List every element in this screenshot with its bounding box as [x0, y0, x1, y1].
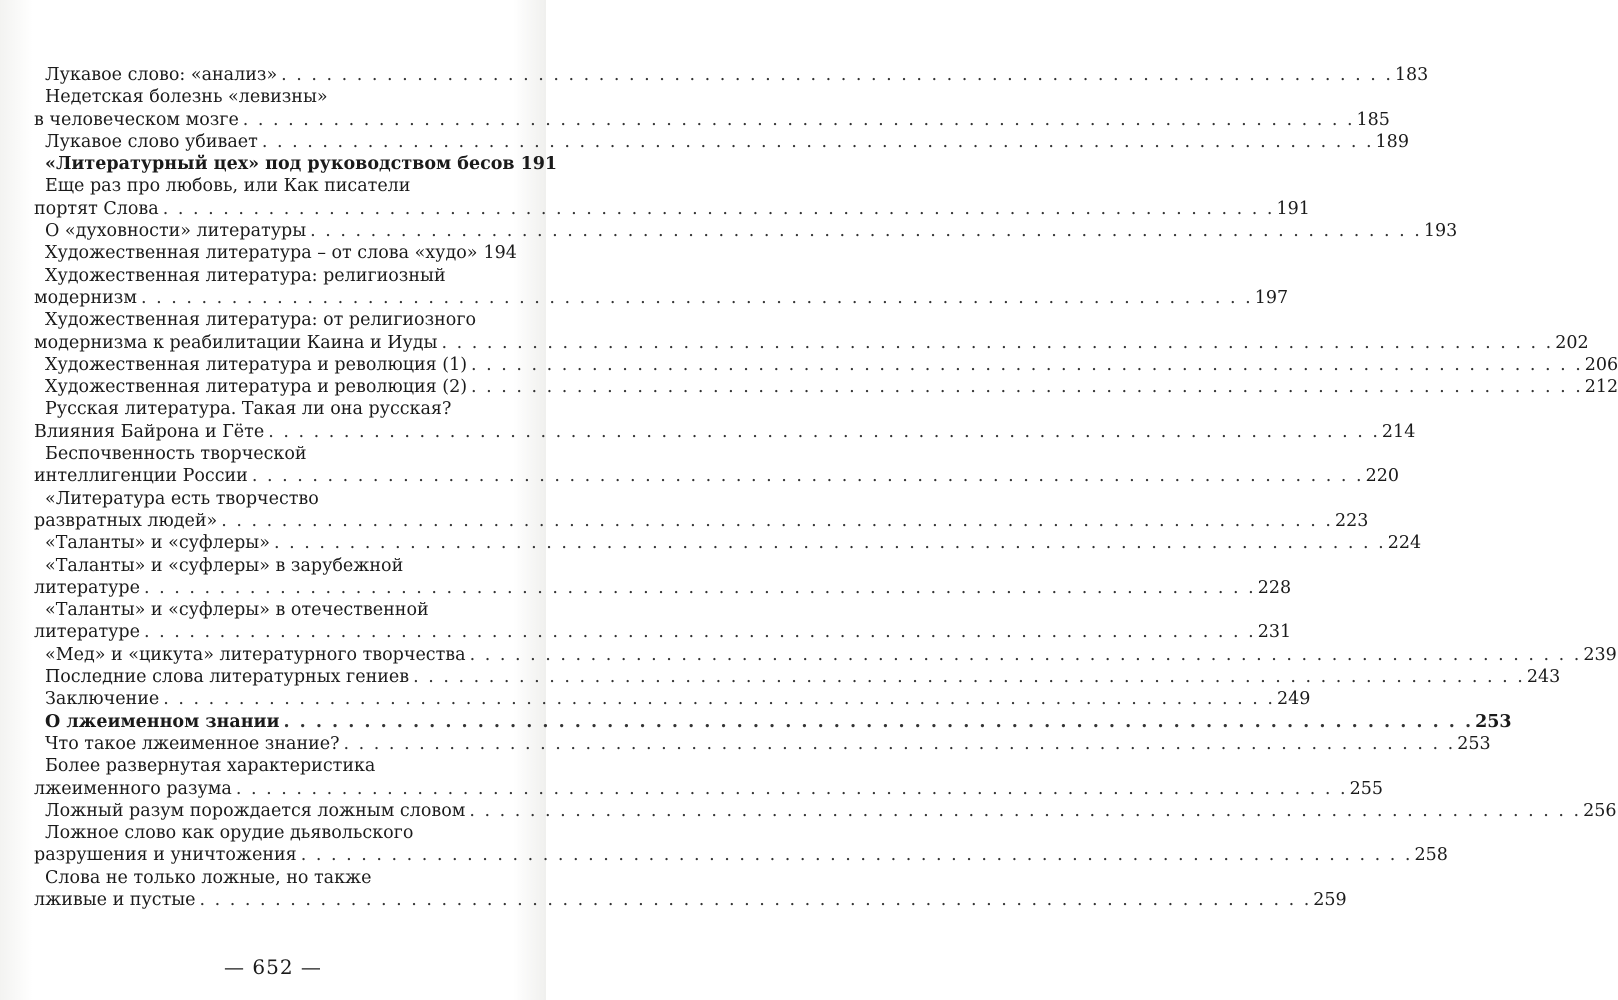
toc-entry-title-line: Еще раз про любовь, или Как писатели — [45, 176, 411, 197]
toc-entry-title-line: Недетская болезнь «левизны» — [45, 87, 328, 108]
toc-entry-row — [0, 153, 558, 175]
dot-leader — [252, 465, 1364, 487]
toc-page-number: 223 — [1334, 510, 1369, 531]
toc-page-number: 197 — [1254, 287, 1289, 308]
toc-entry — [0, 555, 1292, 600]
toc-entry — [0, 800, 1617, 822]
toc-entry-row — [0, 621, 1292, 643]
toc-entry — [0, 711, 1512, 733]
toc-page-number: 243 — [1526, 667, 1561, 688]
dot-leader — [262, 131, 1374, 153]
toc-entry-row — [0, 711, 1512, 733]
toc-entry-row — [0, 577, 1292, 599]
toc-entry-title-line: Ложное слово как орудие дьявольского — [45, 823, 414, 844]
toc-entry-title-line: Лукавое слово убивает — [45, 131, 258, 152]
toc-entry — [0, 175, 1310, 220]
toc-page-number: 212 — [1584, 377, 1618, 398]
toc-entry-title-line: Художественная литература – от слова «худо» — [45, 243, 478, 264]
toc-entry-title-line: интеллигенции России — [34, 466, 248, 487]
toc-entry — [0, 755, 1383, 800]
toc-entry-title-line: «Литература есть творчество — [45, 488, 319, 509]
toc-entry-row — [0, 354, 1618, 376]
dot-leader — [344, 733, 1456, 755]
dot-leader — [144, 577, 1256, 599]
toc-entry — [0, 153, 558, 175]
dot-leader — [283, 711, 1473, 733]
toc-entry — [0, 242, 546, 264]
toc-entry-row — [0, 844, 1448, 866]
toc-entry-title-line: Более развернутая характеристика — [45, 756, 376, 777]
dot-leader — [301, 844, 1413, 866]
toc-entry — [0, 488, 1369, 533]
toc-entry-title-line: «Мед» и «цикута» литературного творчества — [45, 644, 466, 665]
toc-entry-title-line: лжеименного разума — [34, 778, 232, 799]
page-number: — 652 — — [224, 955, 322, 979]
toc-page-number: 256 — [1583, 800, 1617, 821]
toc-entry-title-line: «Таланты» и «суфлеры» в отечественной — [45, 600, 429, 621]
toc-entry-title-line: «Литературный цех» под руководством бесов — [45, 154, 515, 175]
toc-entry-title-line: «Таланты» и «суфлеры» — [45, 533, 270, 554]
toc-page-number: 185 — [1356, 109, 1390, 130]
toc-page-number: 202 — [1555, 332, 1589, 353]
toc-entry — [0, 86, 1390, 131]
toc-entry-title-line: Художественная литература: от религиозного — [45, 310, 477, 331]
dot-leader — [274, 532, 1386, 554]
dot-leader — [413, 666, 1525, 688]
toc-entry-row — [0, 332, 1589, 354]
toc-entry-title-line: литературе — [34, 622, 140, 643]
toc-page-number: 214 — [1381, 421, 1416, 442]
dot-leader — [221, 510, 1333, 532]
toc-entry-row — [0, 465, 1399, 487]
dot-leader — [141, 287, 1253, 309]
toc-entry — [0, 666, 1561, 688]
toc-entry-title-line: Художественная литература и революция (1) — [45, 354, 468, 375]
toc-entry-row — [0, 510, 1369, 532]
toc-entry-row — [0, 644, 1617, 666]
toc-entry — [0, 867, 1347, 912]
toc-page-number: 191 — [520, 154, 558, 175]
toc-entry-row — [0, 198, 1310, 220]
toc-page-number: 253 — [1475, 711, 1512, 732]
toc-entry-title-line: модернизма к реабилитации Каина и Иуды — [34, 332, 438, 353]
toc-page-number: 220 — [1365, 466, 1399, 487]
toc-entry — [0, 354, 1618, 376]
toc-entry — [0, 220, 1458, 242]
toc-entry-title-line: Русская литература. Такая ли она русская? — [45, 399, 452, 420]
toc-entry-title-line: Ложный разум порождается ложным словом — [45, 800, 466, 821]
toc-entry — [0, 309, 1589, 354]
dot-leader — [243, 109, 1355, 131]
toc-entry — [0, 64, 1429, 86]
table-of-contents — [0, 64, 1618, 911]
dot-leader — [471, 354, 1583, 376]
toc-entry — [0, 822, 1448, 867]
toc-entry-row — [0, 64, 1429, 86]
toc-entry-title-line: Беспочвенность творческой — [45, 444, 307, 465]
toc-page-number: 189 — [1375, 131, 1409, 152]
toc-page-number: 183 — [1394, 65, 1429, 85]
dot-leader — [268, 421, 1380, 443]
toc-entry-title-line: разрушения и уничтожения — [34, 845, 297, 866]
toc-page-number: 249 — [1276, 689, 1311, 710]
dot-leader — [471, 376, 1583, 398]
dot-leader — [200, 889, 1312, 911]
toc-entry — [0, 532, 1422, 554]
toc-entry — [0, 265, 1289, 310]
toc-entry-row — [0, 666, 1561, 688]
toc-entry — [0, 131, 1409, 153]
toc-entry-row — [0, 220, 1458, 242]
toc-page-number: 231 — [1257, 622, 1292, 643]
toc-entry — [0, 688, 1311, 710]
toc-entry-title-line: лживые и пустые — [34, 889, 196, 910]
toc-entry — [0, 398, 1416, 443]
toc-page-number: 253 — [1457, 733, 1491, 754]
toc-entry — [0, 443, 1399, 488]
toc-page-number: 239 — [1583, 644, 1617, 665]
toc-page-number: 193 — [1423, 221, 1458, 242]
toc-entry — [0, 376, 1618, 398]
toc-entry-title-line: модернизм — [34, 287, 137, 308]
toc-page-number: 259 — [1313, 889, 1347, 910]
toc-entry-row — [0, 800, 1617, 822]
toc-entry — [0, 644, 1617, 666]
toc-entry-title-line: Влияния Байрона и Гёте — [34, 421, 265, 442]
toc-entry-row — [0, 421, 1416, 443]
toc-entry-title-line: Художественная литература: религиозный — [45, 265, 446, 286]
toc-entry-title-line: Что такое лжеименное знание? — [45, 733, 340, 754]
dot-leader — [469, 800, 1581, 822]
toc-entry-row — [0, 287, 1289, 309]
toc-entry-row — [0, 242, 517, 264]
toc-entry — [0, 733, 1491, 755]
toc-entry-row — [0, 532, 1422, 554]
toc-page-number: 224 — [1387, 533, 1422, 554]
dot-leader — [470, 644, 1582, 666]
dot-leader — [310, 220, 1422, 242]
toc-entry-row — [0, 109, 1390, 131]
toc-entry-row — [0, 778, 1383, 800]
toc-entry-title-line: Слова не только ложные, но также — [45, 867, 372, 888]
toc-entry-title-line: портят Слова — [34, 198, 159, 219]
toc-page-number: 194 — [483, 243, 517, 264]
toc-entry-title-line: Заключение — [45, 689, 160, 710]
toc-entry-title-line: Лукавое слово: «анализ» — [45, 65, 278, 85]
toc-entry-title-line: литературе — [34, 577, 140, 598]
dot-leader — [163, 688, 1275, 710]
toc-page-number: 255 — [1349, 778, 1383, 799]
toc-page-number: 206 — [1584, 354, 1618, 375]
toc-page-number: 191 — [1276, 198, 1310, 219]
toc-entry-row — [0, 131, 1409, 153]
toc-entry-title-line: «Таланты» и «суфлеры» в зарубежной — [45, 555, 404, 576]
dot-leader — [144, 621, 1256, 643]
toc-entry-title-line: О лжеименном знании — [45, 711, 280, 732]
toc-entry-row — [0, 688, 1311, 710]
toc-entry-row — [0, 376, 1618, 398]
toc-page-number: 258 — [1414, 845, 1448, 866]
dot-leader — [163, 198, 1275, 220]
toc-entry — [0, 599, 1292, 644]
toc-entry-title-line: в человеческом мозге — [34, 109, 239, 130]
dot-leader — [441, 332, 1553, 354]
toc-entry-title-line: Художественная литература и революция (2) — [45, 377, 468, 398]
toc-page-number: 228 — [1257, 577, 1292, 598]
dot-leader — [236, 778, 1348, 800]
toc-entry-title-line: Последние слова литературных гениев — [45, 667, 410, 688]
toc-entry-row — [0, 733, 1491, 755]
toc-entry-title-line: развратных людей» — [34, 510, 218, 531]
dot-leader — [281, 64, 1393, 86]
toc-entry-title-line: О «духовности» литературы — [45, 221, 307, 242]
toc-entry-row — [0, 889, 1347, 911]
